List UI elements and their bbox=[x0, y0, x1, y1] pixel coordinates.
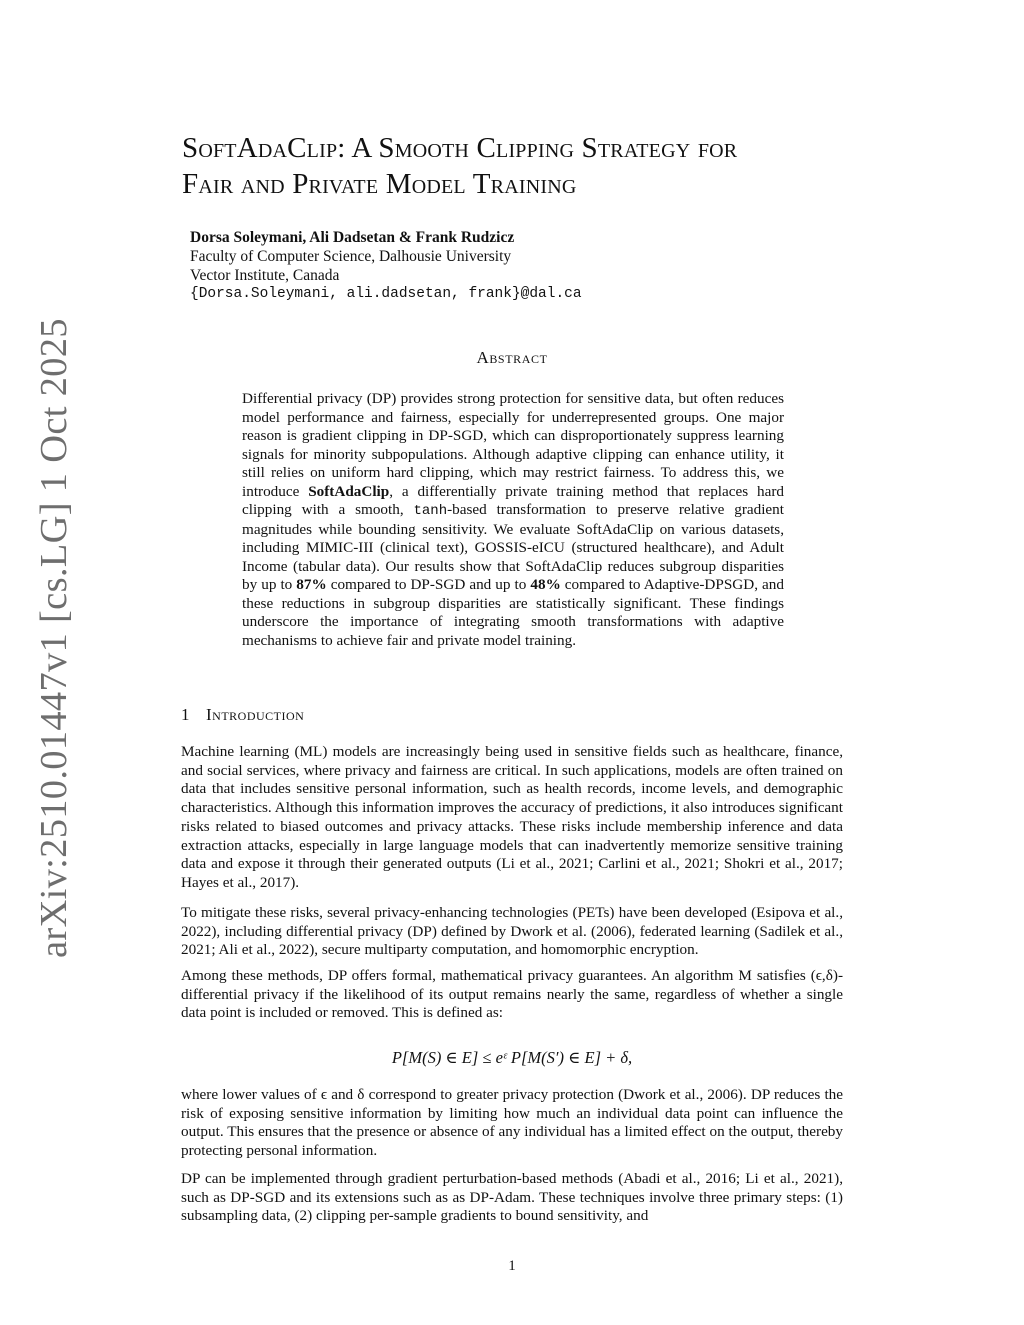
author-emails: {Dorsa.Soleymani, ali.dadsetan, frank}@dal.ca bbox=[190, 286, 582, 302]
abstract-heading: Abstract bbox=[476, 348, 548, 367]
page-number: 1 bbox=[508, 1258, 516, 1274]
section-heading-introduction bbox=[181, 705, 304, 725]
intro-paragraph-4: where lower values of ϵ and δ correspond to greater privacy protection (Dwork et al., 2006). DP reduces the risk of exposing sensitive information by limiting how much an individual data point can influence the output. This ensures that the presence or absence of any individual has a limited effect on the output, thereby protecting personal information. bbox=[181, 1086, 843, 1160]
stat-48-percent: 48% bbox=[530, 576, 561, 593]
abstract-text-1: Differential privacy (DP) provides strong protection for sensitive data, but often reduces model performance and fairness, especially for underrepresented groups. One major reason is gradient clipping in DP-SGD, which can disproportionately suppress learning signals for minority subpopulations. Although adaptive clipping can enhance utility, it still relies on uniform hard clipping, which may restrict fairness. To address this, we introduce bbox=[242, 390, 784, 500]
author-names: Dorsa Soleymani, Ali Dadsetan & Frank Rudzicz bbox=[190, 229, 515, 246]
abstract-text-2: , a differentially private training method that replaces hard clipping with a smooth, bbox=[242, 482, 784, 518]
abstract-text-3: -based transformation to preserve relative gradient magnitudes while bounding sensitivity. We evaluate SoftAdaClip on various datasets, including MIMIC-III (clinical text), GOSSIS-eICU (structured healthcare), and Adult Income (tabular data). Our results show that SoftAdaClip reduces subgroup disparities by up to bbox=[242, 501, 784, 593]
stat-87-percent: 87% bbox=[296, 576, 327, 593]
dp-equation: P[M(S) ∈ E] ≤ eᵋ P[M(S′) ∈ E] + δ, bbox=[391, 1048, 633, 1067]
affiliation-line-1: Faculty of Computer Science, Dalhousie University bbox=[190, 248, 512, 265]
title-line-2: Fair and Private Model Training bbox=[182, 168, 577, 200]
abstract-text-4: compared to DP-SGD and up to bbox=[326, 576, 531, 593]
intro-paragraph-5: DP can be implemented through gradient perturbation-based methods (Abadi et al., 2016; Li et al., 2021), such as DP-SGD and its extensions such as as DP-Adam. These techniques involve three primary steps: (1) subsampling data, (2) clipping per-sample gradients to bound sensitivity, and bbox=[181, 1170, 843, 1225]
title-line-1: SoftAdaClip: A Smooth Clipping Strategy for bbox=[182, 132, 738, 164]
affiliation-line-2: Vector Institute, Canada bbox=[190, 267, 340, 284]
abstract-body bbox=[242, 390, 784, 650]
abstract-text-5: compared to Adaptive-DPSGD, and these reductions in subgroup disparities are statistically significant. These findings underscore the importance of integrating smooth transformations with adaptive mechanisms to achieve fair and private model training. bbox=[242, 576, 784, 649]
method-name: SoftAdaClip bbox=[308, 482, 390, 500]
intro-paragraph-2: To mitigate these risks, several privacy-enhancing technologies (PETs) have been developed (Esipova et al., 2022), including differential privacy (DP) defined by Dwork et al. (2006), federated learning (Sadilek et al., 2021; Ali et al., 2022), secure multiparty computation, and homomorphic encryption. bbox=[181, 904, 843, 959]
intro-paragraph-1: Machine learning (ML) models are increasingly being used in sensitive fields such as healthcare, finance, and social services, where privacy and fairness are critical. In such applications, models are often trained on data that includes sensitive personal information, such as health records, income levels, and demographic characteristics. Although this information improves the accuracy of predictions, it also introduces significant risks related to biased outcomes and privacy attacks. These risks include membership inference and data extraction attacks, especially in large language models that can inadvertently memorize sensitive training data and expose it through their generated outputs (Li et al., 2021; Carlini et al., 2021; Shokri et al., 2017; Hayes et al., 2017). bbox=[181, 743, 843, 891]
section-title: Introduction bbox=[206, 705, 305, 724]
intro-paragraph-3: Among these methods, DP offers formal, mathematical privacy guarantees. An algorithm M satisfies (ϵ,δ)-differential privacy if the likelihood of its output remains nearly the same, regardless of whether a single data point is included or removed. This is defined as: bbox=[181, 967, 843, 1022]
author-block bbox=[190, 228, 582, 304]
section-number: 1 bbox=[181, 705, 190, 724]
paper-title bbox=[182, 130, 872, 202]
arxiv-identifier-stamp: arXiv:2510.01447v1 [cs.LG] 1 Oct 2025 bbox=[33, 318, 75, 958]
tanh-term: tanh bbox=[413, 503, 448, 519]
